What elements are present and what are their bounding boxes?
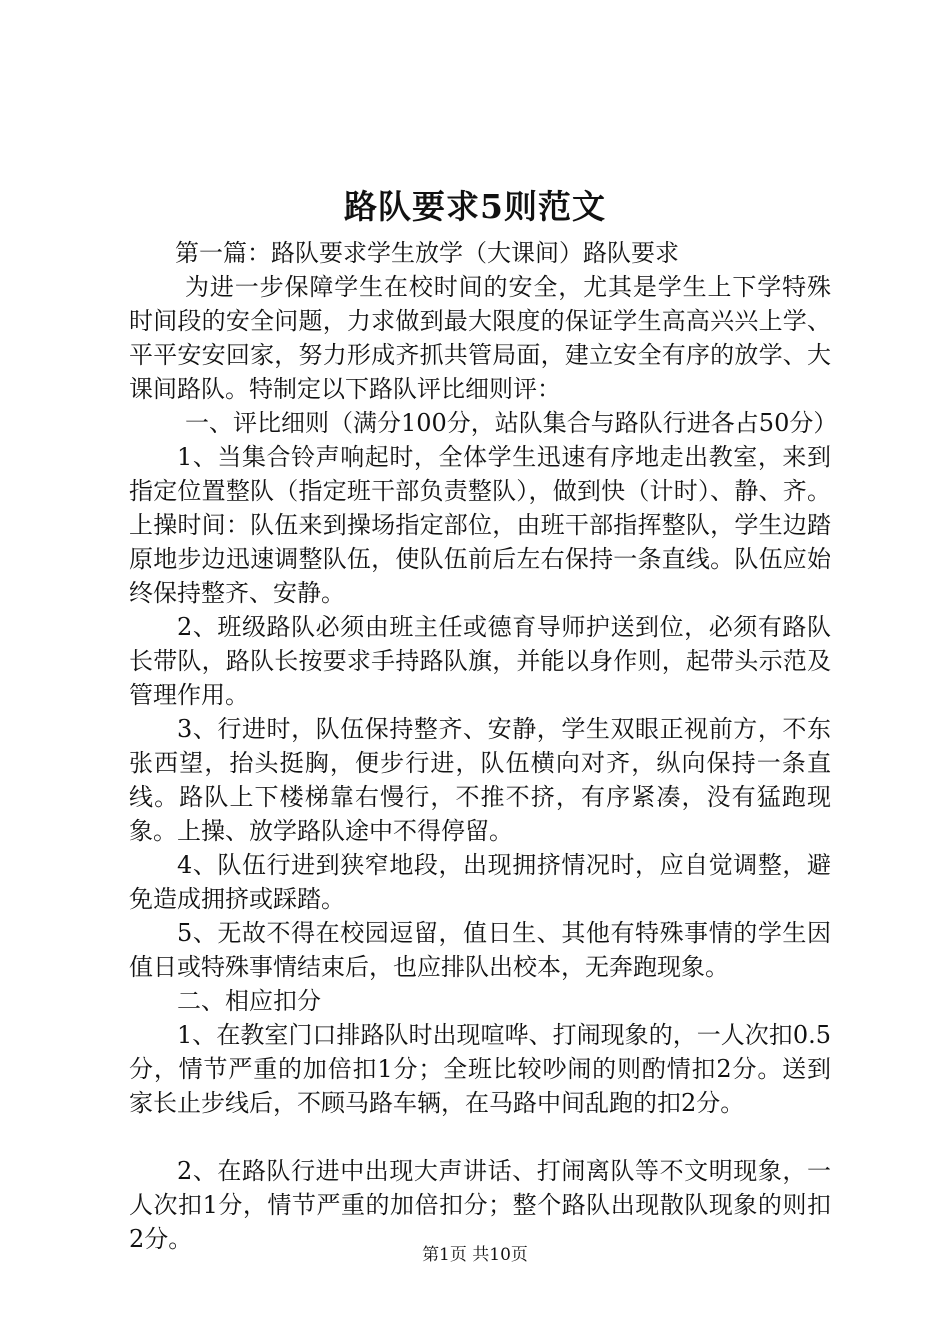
document-title: 路队要求5则范文 — [344, 187, 606, 226]
body-paragraph: 1、在教室门口排路队时出现喧哗、打闹现象的，一人次扣0.5分，情节严重的加倍扣1分；全班比较吵闹的则酌情扣2分。送到家长止步线后，不顾马路车辆，在马路中间乱跑的扣2分。 — [129, 1021, 831, 1117]
section-heading: 二、相应扣分 — [177, 987, 321, 1015]
body-paragraph: 1、当集合铃声响起时，全体学生迅速有序地走出教室，来到指定位置整队（指定班干部负责整队），做到快（计时）、静、齐。上操时间：队伍来到操场指定部位，由班干部指挥整队，学生边踏原地步边迅速调整队伍，使队伍前后左右保持一条直线。队伍应始终保持整齐、安静。 — [129, 443, 831, 607]
section-heading: 第一篇：路队要求学生放学（大课间）路队要求 — [175, 239, 679, 267]
page-footer: 第1页 共10页 — [422, 1245, 528, 1265]
body-paragraph: 2、班级路队必须由班主任或德育导师护送到位，必须有路队长带队，路队长按要求手持路队旗，并能以身作则，起带头示范及管理作用。 — [129, 613, 831, 709]
body-paragraph: 5、无故不得在校园逗留，值日生、其他有特殊事情的学生因值日或特殊事情结束后，也应排队出校本，无奔跑现象。 — [129, 919, 831, 981]
body-paragraph: 一、评比细则（满分100分，站队集合与路队行进各占50分） — [185, 409, 838, 437]
body-paragraph: 3、行进时，队伍保持整齐、安静，学生双眼正视前方，不东张西望，抬头挺胸，便步行进，队伍横向对齐，纵向保持一条直线。路队上下楼梯靠右慢行，不推不挤，有序紧凑，没有猛跑现象。上操、放学路队途中不得停留。 — [129, 715, 831, 845]
body-paragraph: 4、队伍行进到狭窄地段，出现拥挤情况时，应自觉调整，避免造成拥挤或踩踏。 — [129, 851, 831, 913]
body-paragraph: 为进一步保障学生在校时间的安全，尤其是学生上下学特殊时间段的安全问题，力求做到最大限度的保证学生高高兴兴上学、平平安安回家，努力形成齐抓共管局面，建立安全有序的放学、大课间路队。特制定以下路队评比细则评： — [129, 273, 831, 403]
body-paragraph: 2、在路队行进中出现大声讲话、打闹离队等不文明现象，一人次扣1分，情节严重的加倍扣分；整个路队出现散队现象的则扣2分。 — [129, 1157, 831, 1253]
document-body — [129, 236, 838, 1256]
